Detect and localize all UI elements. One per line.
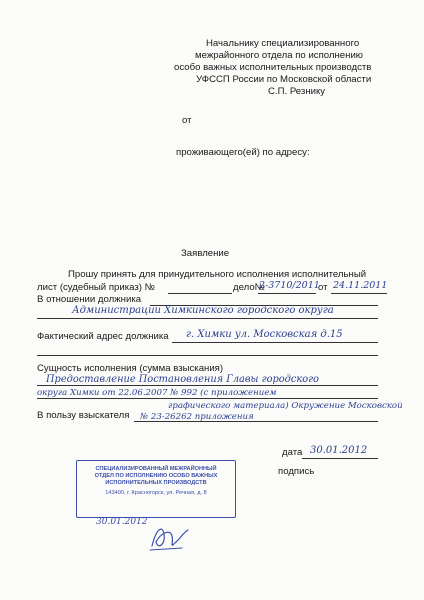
address-line-1 (172, 342, 378, 343)
claimant-value: № 23-26262 приложения (140, 412, 254, 422)
case-number-line (258, 293, 316, 294)
addressee-line-4: УФССП России по Московской области (196, 74, 372, 85)
office-stamp (76, 460, 236, 518)
case-number-value: 2-3710/2011 (259, 280, 320, 291)
signature-label: подпись (278, 466, 315, 477)
debtor-label: В отношении должника (37, 294, 142, 305)
writ-number-line (168, 293, 232, 294)
essence-value-3: графического материала) Окружение Московской (168, 401, 403, 411)
date-from-label: от (318, 282, 328, 293)
request-line-1: Прошу принять для принудительного исполнения исполнительный (68, 269, 367, 280)
claimant-label: В пользу взыскателя (37, 410, 130, 421)
residence-label: проживающего(ей) по адресу: (176, 147, 310, 158)
stamp-address: 143400, г. Красногорск, ул. Речная, д. 8 (105, 490, 207, 496)
document-title: Заявление (181, 248, 230, 259)
request-line-2-prefix: лист (судебный приказ) № (37, 282, 155, 293)
stamp-title-1: СПЕЦИАЛИЗИРОВАННЫЙ МЕЖРАЙОННЫЙ (95, 466, 217, 472)
debtor-value: Администрации Химкинского городского округа (72, 305, 334, 316)
date-from-value: 24.11.2011 (333, 280, 388, 291)
date-from-line (331, 293, 387, 294)
case-label: дело№ (233, 282, 265, 293)
essence-label: Сущность исполнения (сумма взыскания) (37, 363, 224, 374)
addressee-line-1: Начальнику специализированного (206, 38, 360, 49)
date-value: 30.01.2012 (310, 445, 368, 456)
date-label: дата (282, 447, 303, 458)
essence-value-1: Предоставление Постановления Главы городского (46, 374, 319, 385)
stamp-title-3: ИСПОЛНИТЕЛЬНЫХ ПРОИЗВОДСТВ (105, 480, 207, 486)
signature-mark (148, 520, 190, 554)
stamp-handwritten-date: 30.01.2012 (96, 517, 148, 527)
stamp-title-2: ОТДЕЛ ПО ИСПОЛНЕНИЮ ОСОБО ВАЖНЫХ (94, 473, 218, 479)
address-value: г. Химки ул. Московская д.15 (186, 329, 343, 340)
addressee-line-3: особо важных исполнительных производств (174, 62, 372, 73)
addressee-line-2: межрайонного отдела по исполнению (195, 50, 363, 61)
essence-value-2: округа Химки от 22.06.2007 № 992 (с приложением (37, 388, 277, 398)
address-label: Фактический адрес должника (37, 331, 169, 342)
date-line (302, 458, 378, 459)
addressee-line-5: С.П. Резнику (268, 86, 326, 97)
address-line-2 (37, 355, 378, 356)
from-label: от (182, 115, 192, 126)
debtor-line-2 (37, 318, 378, 319)
